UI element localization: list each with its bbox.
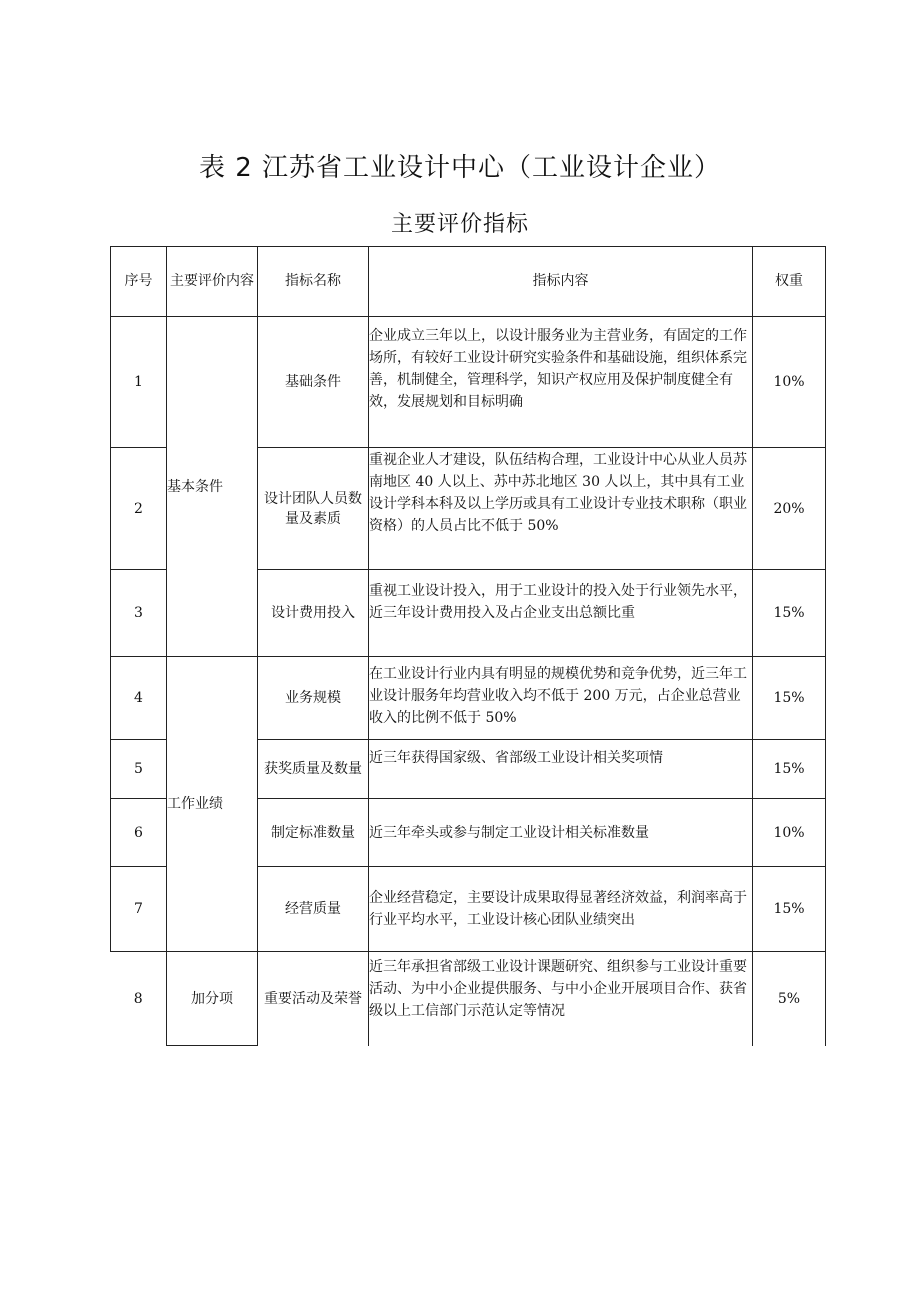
row-indicator: 设计费用投入 [258,570,369,657]
row-num: 8 [111,952,167,1046]
header-content: 指标内容 [369,247,753,317]
header-category: 主要评价内容 [167,247,258,317]
row-content: 近三年承担省部级工业设计课题研究、组织参与工业设计重要活动、为中小企业提供服务、与中小企业开展项目合作、获省级以上工信部门示范认定等情况 [369,952,753,1046]
header-indicator: 指标名称 [258,247,369,317]
row-weight: 15% [753,867,826,952]
row-indicator: 设计团队人员数量及素质 [258,448,369,570]
row-weight: 15% [753,657,826,740]
row-content: 企业经营稳定，主要设计成果取得显著经济效益，利润率高于行业平均水平，工业设计核心团队业绩突出 [369,867,753,952]
page-title: 表 2 江苏省工业设计中心（工业设计企业） [198,153,722,183]
row-num: 6 [111,799,167,867]
evaluation-table [110,246,826,1046]
row-weight: 10% [753,799,826,867]
row-content: 企业成立三年以上，以设计服务业为主营业务，有固定的工作场所，有较好工业设计研究实验条件和基础设施，组织体系完善，机制健全，管理科学，知识产权应用及保护制度健全有效，发展规划和目标明确 [369,317,753,448]
header-num: 序号 [111,247,167,317]
row-num: 3 [111,570,167,657]
table-row [111,657,826,740]
page-subtitle: 主要评价指标 [390,212,529,237]
category-performance: 工作业绩 [167,657,258,952]
row-indicator: 基础条件 [258,317,369,448]
row-content: 近三年牵头或参与制定工业设计相关标准数量 [369,799,753,867]
row-content: 重视工业设计投入，用于工业设计的投入处于行业领先水平，近三年设计费用投入及占企业支出总额比重 [369,570,753,657]
row-weight: 20% [753,448,826,570]
row-num: 2 [111,448,167,570]
table-row [111,317,826,448]
row-indicator: 业务规模 [258,657,369,740]
row-num: 4 [111,657,167,740]
row-indicator: 重要活动及荣誉 [258,952,369,1046]
row-content: 在工业设计行业内具有明显的规模优势和竞争优势，近三年工业设计服务年均营业收入均不低于 200 万元，占企业总营业收入的比例不低于 50% [369,657,753,740]
table-header-row [111,247,826,317]
row-weight: 15% [753,570,826,657]
row-indicator: 经营质量 [258,867,369,952]
table-row [111,952,826,1046]
row-num: 5 [111,740,167,799]
row-indicator: 获奖质量及数量 [258,740,369,799]
row-content: 重视企业人才建设，队伍结构合理，工业设计中心从业人员苏南地区 40 人以上、苏中苏北地区 30 人以上，其中具有工业设计学科本科及以上学历或具有工业设计专业技术职称（职业资格）的人员占比不低于 50% [369,448,753,570]
category-basic: 基本条件 [167,317,258,657]
row-num: 7 [111,867,167,952]
row-content: 近三年获得国家级、省部级工业设计相关奖项情 [369,740,753,799]
header-weight: 权重 [753,247,826,317]
category-bonus: 加分项 [167,952,258,1046]
row-num: 1 [111,317,167,448]
row-weight: 5% [753,952,826,1046]
row-indicator: 制定标准数量 [258,799,369,867]
row-weight: 10% [753,317,826,448]
row-weight: 15% [753,740,826,799]
